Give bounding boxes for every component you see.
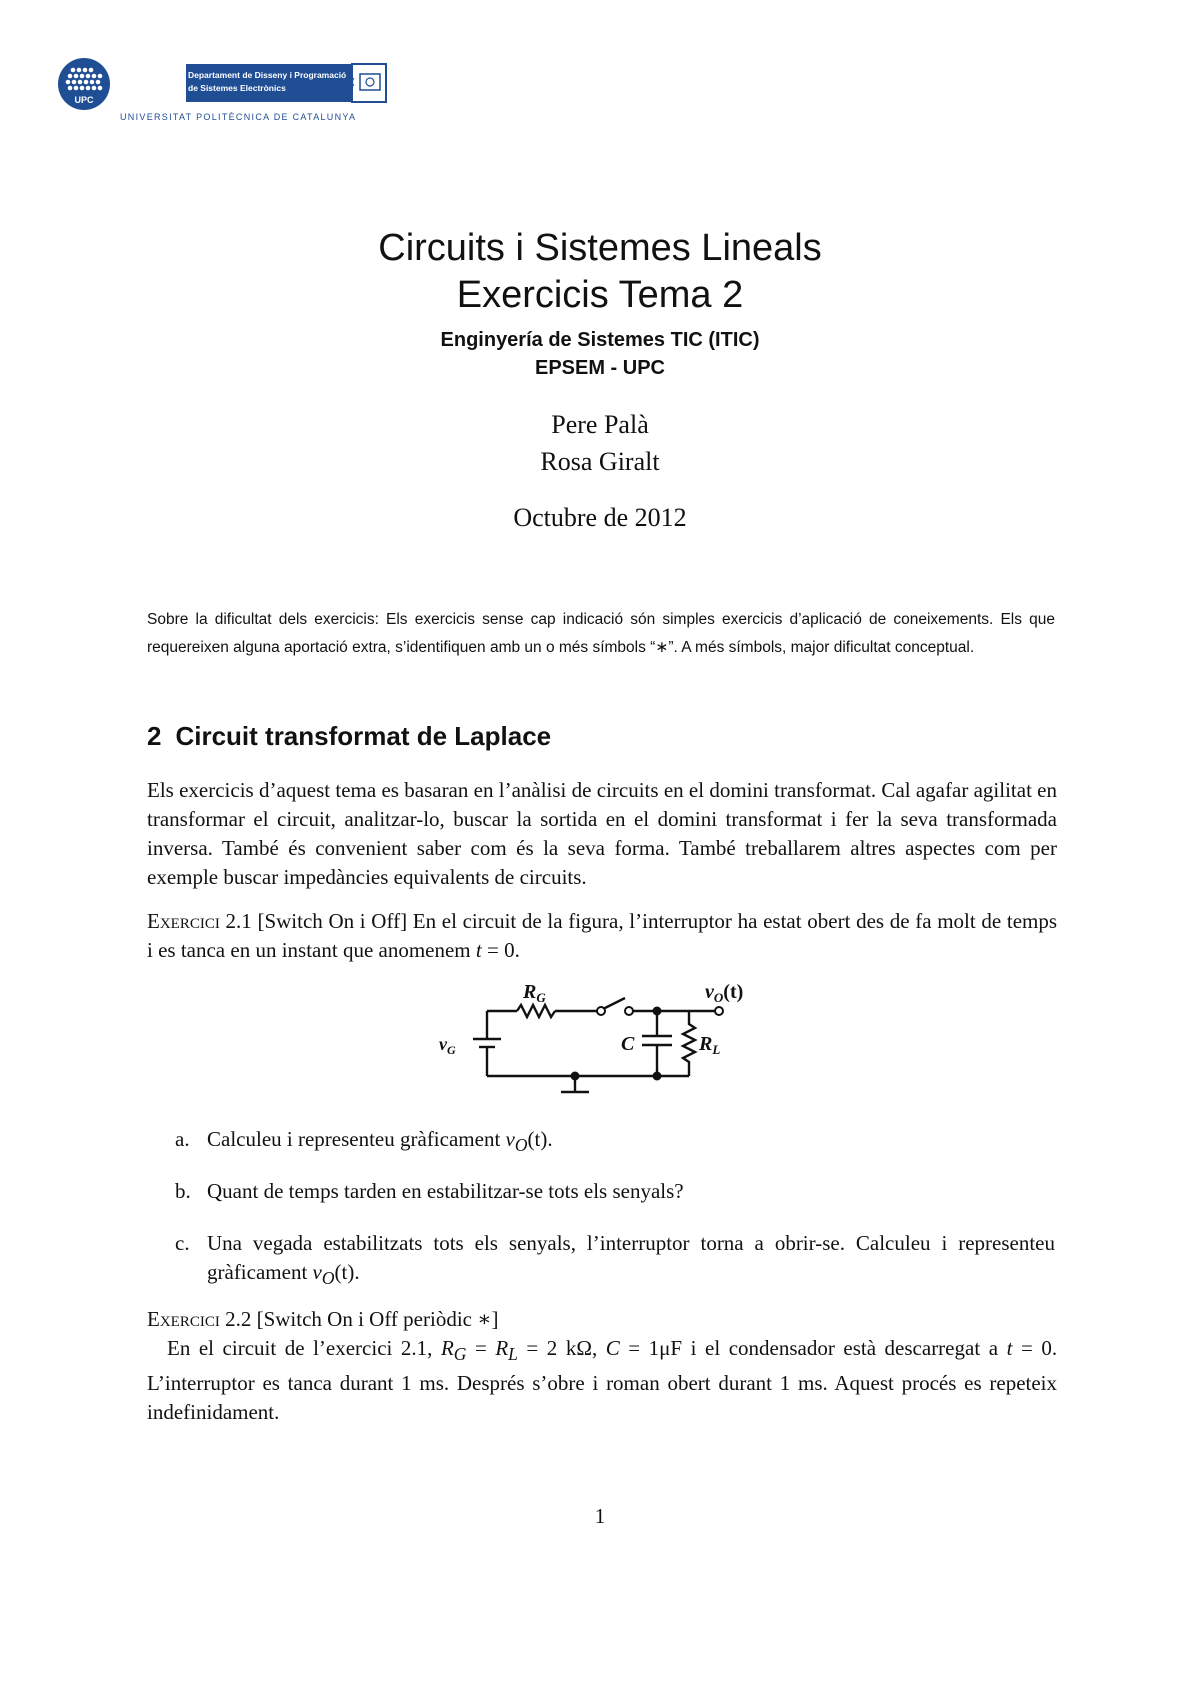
question-a (175, 1125, 1055, 1160)
question-label: b. (175, 1179, 191, 1203)
exercise-2-1 (147, 907, 1057, 965)
output-terminal (715, 1007, 723, 1015)
circuit-schematic (435, 980, 775, 1100)
resistor-rg (517, 1005, 555, 1017)
doc-title: Circuits i Sistemes Lineals (378, 227, 822, 269)
section-heading (147, 721, 551, 752)
author-2: Rosa Giralt (540, 447, 660, 476)
department-line-1: Departament de Disseny i Programació (188, 70, 347, 80)
question-c (175, 1229, 1055, 1293)
section-number: 2 (147, 721, 162, 751)
university-name: UNIVERSITAT POLITÈCNICA DE CATALUNYA (120, 112, 357, 122)
label-vo: $v_O(t)$ (705, 981, 744, 1005)
author-1: Pere Palà (551, 410, 649, 439)
question-b (175, 1177, 1055, 1206)
difficulty-note: Sobre la dificultat dels exercicis: Els exercicis sense cap indicació són simples exercicis d’aplicació de coneixements. Els que requereixen alguna aportació extra, s’identifiquen amb un o més símbols “∗”. A més símbols, major dificultat conceptual. (147, 611, 1055, 656)
doc-subtitle: Exercicis Tema 2 (456, 274, 744, 316)
switch-terminal-left (597, 1007, 605, 1015)
time-equation: = 0. (481, 938, 520, 962)
node-bottom (653, 1072, 662, 1081)
label-rg: $R_G$ (523, 981, 546, 1005)
exercise-label: Exercici (147, 909, 220, 933)
upc-logo-graphic (58, 58, 110, 110)
page-header (58, 58, 378, 128)
time-variable: t (475, 938, 482, 962)
resistor-rl (683, 1011, 695, 1076)
label-rl: $R_L$ (699, 1033, 721, 1057)
exercise-title: [Switch On i Off] (257, 909, 408, 933)
question-text: Una vegada estabilitzats tots els senyals, l’interruptor torna a obrir-se. Calculeu i representeu gràficament $v_O(t)$. (207, 1231, 1055, 1289)
exercise-text: En el circuit de la figura, l’interruptor ha estat obert des de fa molt de temps i es tanca en un instant que anomenem (147, 909, 1058, 962)
department-name (188, 69, 348, 95)
page-number: 1 (594, 1504, 606, 1528)
section-intro: Els exercicis d’aquest tema es basaran en l’anàlisi de circuits en el domini transformat. Cal agafar agilitat en transformar el circuit, analitzar-lo, buscar la sortida en el domini transformat i fer la seva transformada inversa. També és convenient saber com és la seva forma. També treballarem altres aspectes com per exemple buscar impedàncies equivalents de circuits. (147, 778, 1057, 889)
question-label: c. (175, 1231, 190, 1255)
exercise-text: En el circuit de l’exercici 2.1, $R_G = R_L = 2$ kΩ, C = 1μF i el condensador està descarregat a t = 0. L’interruptor es tanca durant 1 ms. Després s’obre i roman obert durant 1 ms. Aquest procés es repeteix indefinidament. (147, 1336, 1058, 1425)
exercise-label: Exercici (147, 1307, 220, 1331)
exercise-header (147, 1305, 1057, 1334)
exercise-number: 2.1 (225, 909, 252, 933)
exercise-2-2 (147, 1305, 1057, 1427)
exercise-number: 2.2 (225, 1307, 252, 1331)
circuit-diagram (435, 980, 775, 1105)
label-c: C (621, 1033, 635, 1055)
question-label: a. (175, 1127, 190, 1151)
school-name: EPSEM - UPC (534, 357, 666, 379)
department-line-2: de Sistemes Electrònics (188, 83, 286, 93)
svg-text:UPC: UPC (74, 95, 94, 105)
switch-blade (603, 998, 625, 1009)
switch-terminal-right (625, 1007, 633, 1015)
exercise-title: [Switch On i Off periòdic ∗] (256, 1307, 499, 1331)
label-vg: $v_G$ (439, 1034, 456, 1057)
node-top (653, 1007, 662, 1016)
doc-date: Octubre de 2012 (513, 503, 687, 532)
upc-logo (58, 58, 110, 110)
question-text: Calculeu i representeu gràficament $v_O(t)$. (207, 1127, 553, 1156)
node-ground (571, 1072, 580, 1081)
section-title: Circuit transformat de Laplace (175, 721, 552, 751)
question-text: Quant de temps tarden en estabilitzar-se tots els senyals? (207, 1179, 684, 1203)
degree-name: Enginyería de Sistemes TIC (ITIC) (440, 329, 760, 351)
department-logo (126, 62, 386, 102)
